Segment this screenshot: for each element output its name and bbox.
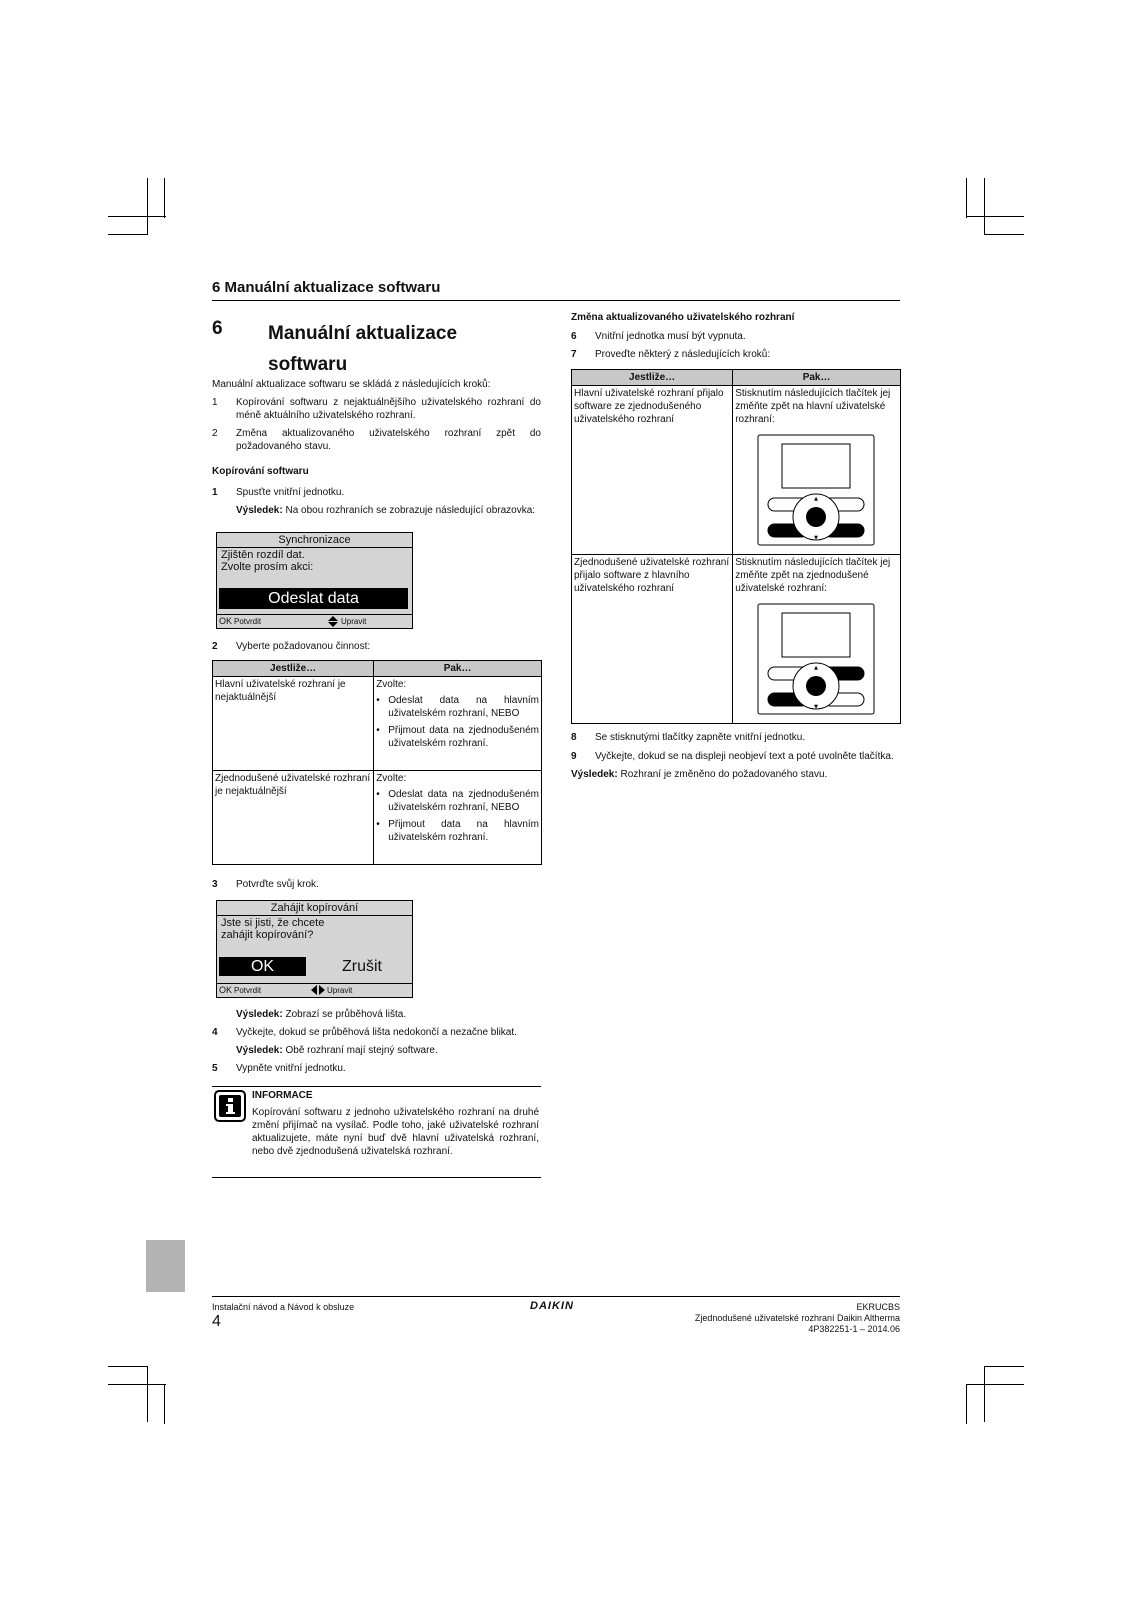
table-cell: Zjednodušené uživatelské rozhraní přijalo software z hlavního uživatelského rozhraní bbox=[572, 555, 733, 724]
intro-list-item bbox=[212, 427, 541, 453]
step-text: Vyčkejte, dokud se na displeji neobjeví text a poté uvolněte tlačítka. bbox=[595, 751, 894, 762]
screen-title: Zahájit kopírování bbox=[217, 901, 412, 916]
crop-mark bbox=[966, 178, 967, 218]
table-row bbox=[213, 677, 542, 771]
list-number: 1 bbox=[212, 397, 218, 408]
step-number: 7 bbox=[571, 349, 577, 360]
cancel-option[interactable]: Zrušit bbox=[342, 958, 382, 975]
footer-manual-title: Instalační návod a Návod k obsluze bbox=[212, 1302, 355, 1312]
crop-mark bbox=[984, 1366, 1024, 1367]
crop-mark bbox=[966, 1384, 1024, 1385]
list-number: 2 bbox=[212, 428, 218, 439]
svg-text:▲: ▲ bbox=[814, 496, 819, 502]
table-cell bbox=[733, 555, 901, 724]
footer-doc-info bbox=[695, 1302, 900, 1335]
step-1 bbox=[212, 486, 541, 499]
crop-mark bbox=[108, 1384, 166, 1385]
step-number: 9 bbox=[571, 751, 577, 762]
crop-mark bbox=[164, 178, 165, 218]
cell-text: Zvolte: bbox=[376, 773, 407, 784]
step-text: Potvrďte svůj krok. bbox=[236, 879, 319, 890]
table-cell: Zvolte: • Odeslat data na hlavním uživatelském rozhraní, NEBO • Přijmout data na zjednodušeném uživatelském rozhraní. bbox=[374, 677, 542, 771]
crop-mark bbox=[164, 1384, 165, 1424]
controller-diagram-main bbox=[757, 434, 898, 550]
screen-footer bbox=[217, 614, 412, 628]
crop-mark bbox=[108, 234, 148, 235]
svg-text:▲: ▲ bbox=[814, 665, 819, 671]
crop-mark bbox=[966, 1384, 967, 1424]
step-6 bbox=[571, 330, 900, 343]
chapter-tab bbox=[146, 1240, 185, 1292]
table-header: Jestliže… bbox=[213, 661, 374, 677]
sync-screen bbox=[216, 532, 413, 629]
table-cell bbox=[733, 386, 901, 555]
action-table bbox=[212, 660, 542, 865]
table-header: Pak… bbox=[374, 661, 542, 677]
screen-footer bbox=[217, 983, 412, 997]
header-divider bbox=[212, 300, 900, 301]
step-3-result bbox=[212, 1008, 541, 1021]
ok-option[interactable]: OK bbox=[219, 957, 306, 976]
controller-diagram-simplified bbox=[757, 603, 898, 719]
result-label: Výsledek: bbox=[236, 1009, 283, 1020]
step-3 bbox=[212, 878, 541, 891]
send-data-option[interactable]: Odeslat data bbox=[219, 588, 408, 609]
list-text: Změna aktualizovaného uživatelského rozhraní zpět do požadovaného stavu. bbox=[236, 428, 541, 452]
intro-text: Manuální aktualizace softwaru se skládá z následujících kroků: bbox=[212, 379, 491, 390]
step-number: 5 bbox=[212, 1063, 218, 1074]
info-icon bbox=[214, 1090, 246, 1127]
start-copy-screen bbox=[216, 900, 413, 998]
table-row bbox=[572, 386, 901, 555]
daikin-logo: DAIKIN bbox=[530, 1300, 574, 1312]
step-text: Vnitřní jednotka musí být vypnuta. bbox=[595, 331, 746, 342]
result-text: Obě rozhraní mají stejný software. bbox=[282, 1045, 438, 1056]
cell-text: Stisknutím následujících tlačítek jej změňte zpět na zjednodušené uživatelské rozhraní: bbox=[735, 557, 891, 594]
confirm-hint: Potvrdit bbox=[234, 986, 262, 995]
ok-key: OK bbox=[219, 616, 233, 626]
up-down-arrows-icon bbox=[328, 616, 338, 631]
info-box bbox=[212, 1086, 541, 1178]
intro-list-item bbox=[212, 396, 541, 422]
ok-key: OK bbox=[219, 985, 233, 995]
steps-3-5-block bbox=[212, 1008, 541, 1080]
step-number: 2 bbox=[212, 641, 218, 652]
cell-text: Zvolte: bbox=[376, 679, 407, 690]
step-4-result bbox=[212, 1044, 541, 1057]
step-text: Vyčkejte, dokud se průběhová lišta nedokončí a nezačne blikat. bbox=[236, 1027, 517, 1038]
table-header: Pak… bbox=[733, 370, 901, 386]
svg-text:▼: ▼ bbox=[814, 704, 819, 710]
table-row bbox=[213, 771, 542, 865]
step-text: Se stisknutými tlačítky zapněte vnitřní jednotku. bbox=[595, 732, 806, 743]
step-9 bbox=[571, 750, 900, 763]
screen-line: Zjištěn rozdíl dat. bbox=[221, 549, 305, 561]
crop-mark bbox=[108, 216, 166, 217]
step-number: 8 bbox=[571, 732, 577, 743]
screen-line: zahájit kopírování? bbox=[221, 929, 314, 941]
footer-divider bbox=[212, 1296, 900, 1297]
right-column bbox=[571, 311, 900, 366]
bullet-text: Odeslat data na zjednodušeném uživatelském rozhraní, NEBO bbox=[388, 789, 539, 813]
step-number: 6 bbox=[571, 331, 577, 342]
crop-mark bbox=[984, 178, 985, 234]
adjust-hint: Upravit bbox=[327, 986, 353, 995]
section-title: Manuální aktualizace softwaru bbox=[268, 323, 458, 375]
steps-8-9-block bbox=[571, 731, 900, 781]
step-1-result bbox=[212, 504, 541, 517]
product-name: Zjednodušené uživatelské rozhraní Daikin Altherma bbox=[694, 1313, 900, 1323]
crop-mark bbox=[984, 1366, 985, 1422]
screen-line: Jste si jisti, že chcete bbox=[221, 917, 325, 929]
cell-text: Stisknutím následujících tlačítek jej změňte zpět na hlavní uživatelské rozhraní: bbox=[735, 388, 891, 425]
left-right-arrows-icon bbox=[311, 985, 325, 999]
result-text: Zobrazí se průběhová lišta. bbox=[282, 1009, 407, 1020]
table-cell: Hlavní uživatelské rozhraní je nejaktuálnější bbox=[213, 677, 374, 771]
screen-title: Synchronizace bbox=[217, 533, 412, 548]
crop-mark bbox=[108, 1366, 148, 1367]
result-text: Rozhraní je změněno do požadovaného stavu. bbox=[617, 769, 828, 780]
page-number: 4 bbox=[212, 1313, 221, 1330]
table-row bbox=[572, 555, 901, 724]
copy-heading: Kopírování softwaru bbox=[212, 466, 309, 477]
step-5 bbox=[212, 1062, 541, 1075]
step-4 bbox=[212, 1026, 541, 1039]
crop-mark bbox=[147, 178, 148, 234]
info-text: Kopírování softwaru z jednoho uživatelského rozhraní na druhé změní přijímač na vysílač. Podle toho, jaké uživatelské rozhraní aktualizujete, máte nyní buď dvě hlavní uživatelská rozhraní, nebo dvě zjednodušená uživatelská rozhraní. bbox=[252, 1107, 539, 1157]
step-8 bbox=[571, 731, 900, 744]
result-label: Výsledek: bbox=[236, 1045, 283, 1056]
table-cell: Zjednodušené uživatelské rozhraní je nejaktuálnější bbox=[213, 771, 374, 865]
crop-mark bbox=[147, 1366, 148, 1422]
result-text: Na obou rozhraních se zobrazuje následující obrazovka: bbox=[282, 505, 536, 516]
result-label: Výsledek: bbox=[571, 769, 618, 780]
table-cell: Hlavní uživatelské rozhraní přijalo software ze zjednodušeného uživatelského rozhraní bbox=[572, 386, 733, 555]
step-number: 3 bbox=[212, 879, 218, 890]
screen-line: Zvolte prosím akci: bbox=[221, 561, 314, 573]
bullet-text: Přijmout data na zjednodušeném uživatelském rozhraní. bbox=[388, 725, 539, 749]
step-2 bbox=[212, 640, 541, 653]
adjust-hint: Upravit bbox=[341, 617, 367, 626]
info-title: INFORMACE bbox=[252, 1090, 313, 1101]
step-3-block bbox=[212, 878, 541, 896]
step-text: Vyberte požadovanou činnost: bbox=[236, 641, 371, 652]
step-2-block bbox=[212, 640, 541, 658]
step-text: Vypněte vnitřní jednotku. bbox=[236, 1063, 346, 1074]
svg-text:▼: ▼ bbox=[814, 535, 819, 541]
crop-mark bbox=[984, 234, 1024, 235]
restore-table bbox=[571, 369, 901, 724]
left-column bbox=[212, 378, 541, 522]
model-code: EKRUCBS bbox=[856, 1302, 900, 1312]
step-number: 4 bbox=[212, 1027, 218, 1038]
result-label: Výsledek: bbox=[236, 505, 283, 516]
confirm-hint: Potvrdit bbox=[234, 617, 262, 626]
doc-number: 4P382251-1 – 2014.06 bbox=[808, 1324, 900, 1334]
crop-mark bbox=[966, 216, 1024, 217]
step-number: 1 bbox=[212, 487, 218, 498]
step-7 bbox=[571, 348, 900, 361]
bullet-text: Přijmout data na hlavním uživatelském rozhraní. bbox=[388, 819, 539, 843]
page-header-title: 6 Manuální aktualizace softwaru bbox=[212, 279, 441, 296]
step-text: Proveďte některý z následujících kroků: bbox=[595, 349, 771, 360]
table-header: Jestliže… bbox=[572, 370, 733, 386]
bullet-text: Odeslat data na hlavním uživatelském rozhraní, NEBO bbox=[388, 695, 539, 719]
list-text: Kopírování softwaru z nejaktuálnějšího uživatelského rozhraní do méně aktuálního uživatelského rozhraní. bbox=[236, 397, 541, 421]
section-number: 6 bbox=[212, 318, 223, 339]
table-cell: Zvolte: • Odeslat data na zjednodušeném uživatelském rozhraní, NEBO • Přijmout data na hlavním uživatelském rozhraní. bbox=[374, 771, 542, 865]
step-text: Spusťte vnitřní jednotku. bbox=[236, 487, 345, 498]
right-heading: Změna aktualizovaného uživatelského rozhraní bbox=[571, 312, 795, 323]
final-result bbox=[571, 768, 900, 781]
